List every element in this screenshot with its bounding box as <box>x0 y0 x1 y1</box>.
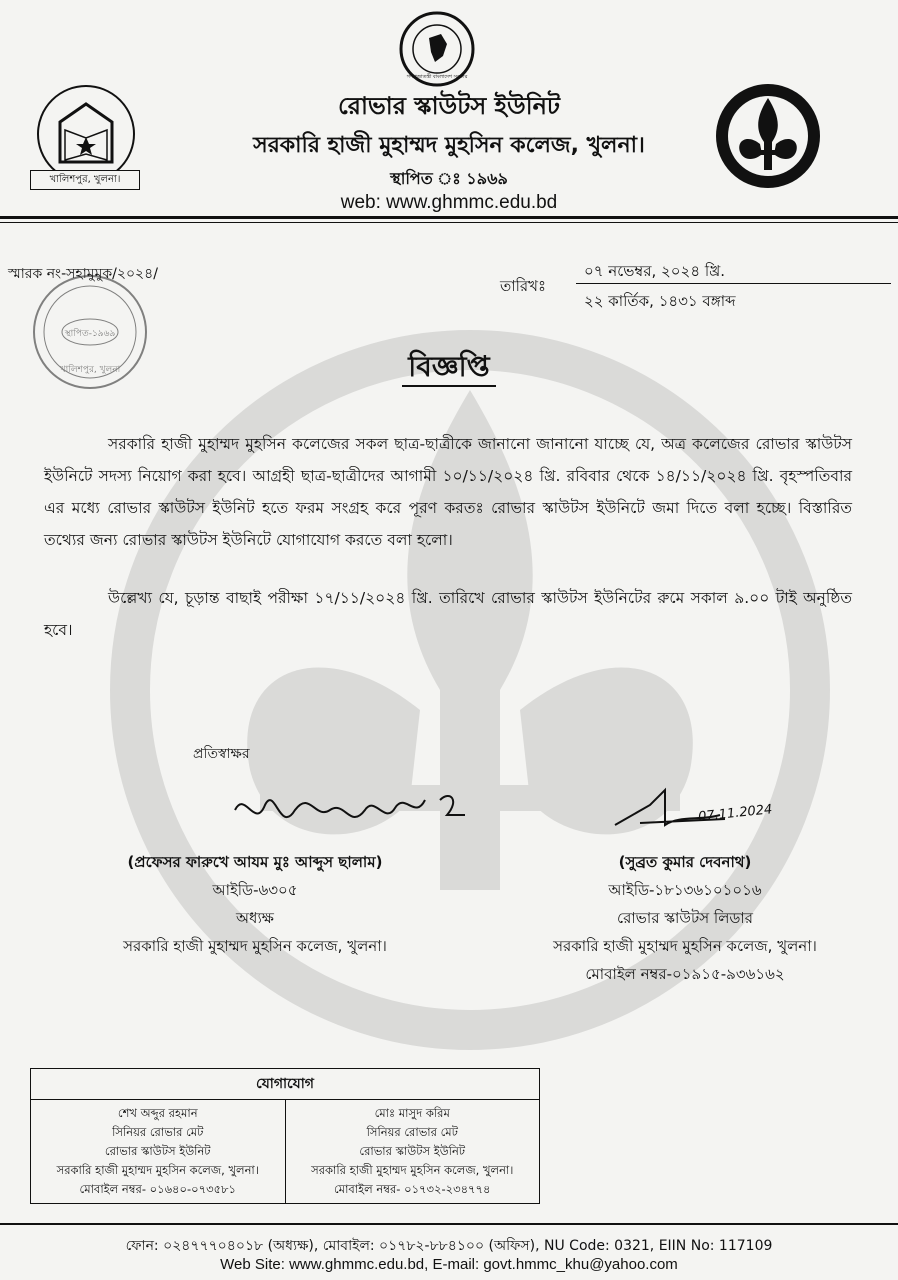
leader-designation: রোভার স্কাউটস লিডার <box>616 909 754 927</box>
principal-signature <box>225 780 475 850</box>
contact-college: সরকারি হাজী মুহাম্মদ মুহসিন কলেজ, খুলনা। <box>56 1163 259 1177</box>
established-text: স্থাপিত ঃ ১৯৬৯ <box>390 169 508 188</box>
unit-title: রোভার স্কাউটস ইউনিট <box>338 92 560 120</box>
header-website[interactable]: web: www.ghmmc.edu.bd <box>340 192 558 213</box>
leader-name: (সুব্রত কুমার দেবনাথ) <box>618 853 752 871</box>
contact-mobile: মোবাইল নম্বর- ০১৭৩২-২৩৪৭৭৪ <box>334 1182 491 1196</box>
contact-name: শেখ অব্দুর রহমান <box>117 1106 198 1120</box>
college-logo-caption: খালিশপুর, খুলনা। <box>30 170 140 190</box>
leader-signature-date: 07.11.2024 <box>697 802 774 825</box>
stamp-location-text: খালিশপুর, খুলনা <box>59 365 121 375</box>
footer-contact-line: ফোন: ০২৪৭৭৭০৪০১৮ (অধ্যক্ষ), মোবাইল: ০১৭৮২-৮৮৪১০০ (অফিস), NU Code: 0321, EIIN No: 117109 <box>125 1238 773 1254</box>
footer-divider <box>0 1223 898 1225</box>
notice-title <box>0 345 898 392</box>
principal-designation: অধ্যক্ষ <box>236 909 274 927</box>
contact-college: সরকারি হাজী মুহাম্মদ মুহসিন কলেজ, খুলনা। <box>311 1163 514 1177</box>
govt-seal-text: গণপ্রজাতন্ত্রী বাংলাদেশ সরকার <box>406 74 468 80</box>
contact-role: সিনিয়র রোভার মেট <box>366 1125 458 1139</box>
memo-ref-no: স্মারক নং-সহামুমুক/২০২৪/ <box>8 266 158 282</box>
header-divider-thin <box>0 222 898 223</box>
notice-paragraph-1: সরকারি হাজী মুহাম্মদ মুহসিন কলেজের সকল ছাত্র-ছাত্রীকে জানানো জানানো যাচ্ছে যে, অত্র কলেজের রোভার স্কাউটস ইউনিটে সদস্য নিয়োগ করা হবে। আগ্রহী ছাত্র-ছাত্রীদের আগামী ১০/১১/২০২৪ খ্রি. রবিবার থেকে ১৪/১১/২০২৪ খ্রি. বৃহস্পতিবার এর মধ্যে রোভার স্কাউটস ইউনিট হতে ফরম সংগ্রহ করে পূরণ করতঃ রোভার স্কাউটস ইউনিটে জমা দিতে বলা হচ্ছে। বিস্তারিত তথ্যের জন্য রোভার স্কাউটস ইউনিটে যোগাযোগ করতে বলা হলো। <box>44 435 852 549</box>
countersign-label: প্রতিস্বাক্ষর <box>193 746 250 762</box>
contact-unit: রোভার স্কাউটস ইউনিট <box>104 1144 211 1158</box>
principal-id: আইডি-৬৩০৫ <box>212 881 298 899</box>
header-divider <box>0 216 898 219</box>
date-label: তারিখঃ <box>500 277 546 295</box>
leader-id: আইডি-১৮১৩৬১০১০১৬ <box>608 881 762 899</box>
date-divider <box>576 283 891 284</box>
principal-signature-block <box>60 848 450 960</box>
leader-institution: সরকারি হাজী মুহাম্মদ মুহসিন কলেজ, খুলনা। <box>553 937 817 955</box>
contact-heading: যোগাযোগ <box>31 1069 539 1100</box>
notice-title-text: বিজ্ঞপ্তি <box>402 350 495 387</box>
principal-name: (প্রফেসর ফারুখে আযম মুঃ আব্দুস ছালাম) <box>127 853 383 871</box>
contact-unit: রোভার স্কাউটস ইউনিট <box>359 1144 466 1158</box>
date-gregorian: ০৭ নভেম্বর, ২০২৪ খ্রি. <box>584 262 726 280</box>
contact-person-1 <box>31 1100 285 1203</box>
leader-mobile: মোবাইল নম্বর-০১৯১৫-৯৩৬১৬২ <box>585 965 785 983</box>
footer-web-line[interactable]: Web Site: www.ghmmc.edu.bd, E-mail: govt.hmmc_khu@yahoo.com <box>220 1256 678 1273</box>
contact-mobile: মোবাইল নম্বর- ০১৬৪০-০৭৩৫৮১ <box>79 1182 236 1196</box>
contact-person-2 <box>285 1100 540 1203</box>
notice-paragraph-2: উল্লেখ্য যে, চূড়ান্ত বাছাই পরীক্ষা ১৭/১১/২০২৪ খ্রি. তারিখে রোভার স্কাউটস ইউনিটের রুমে সকাল ৯.০০ টাই অনুষ্ঠিত হবে। <box>44 589 852 639</box>
date-bangla: ২২ কার্তিক, ১৪৩১ বঙ্গাব্দ <box>584 292 736 310</box>
contact-name: মোঃ মাসুদ করিম <box>374 1106 450 1120</box>
contact-box <box>30 1068 540 1204</box>
principal-institution: সরকারি হাজী মুহাম্মদ মুহসিন কলেজ, খুলনা। <box>123 937 387 955</box>
college-name: সরকারি হাজী মুহাম্মদ মুহসিন কলেজ, খুলনা। <box>253 133 645 158</box>
stamp-established-text: স্থাপিত-১৯৬৯ <box>64 329 116 339</box>
leader-signature-block <box>480 848 890 988</box>
contact-role: সিনিয়র রোভার মেট <box>112 1125 204 1139</box>
